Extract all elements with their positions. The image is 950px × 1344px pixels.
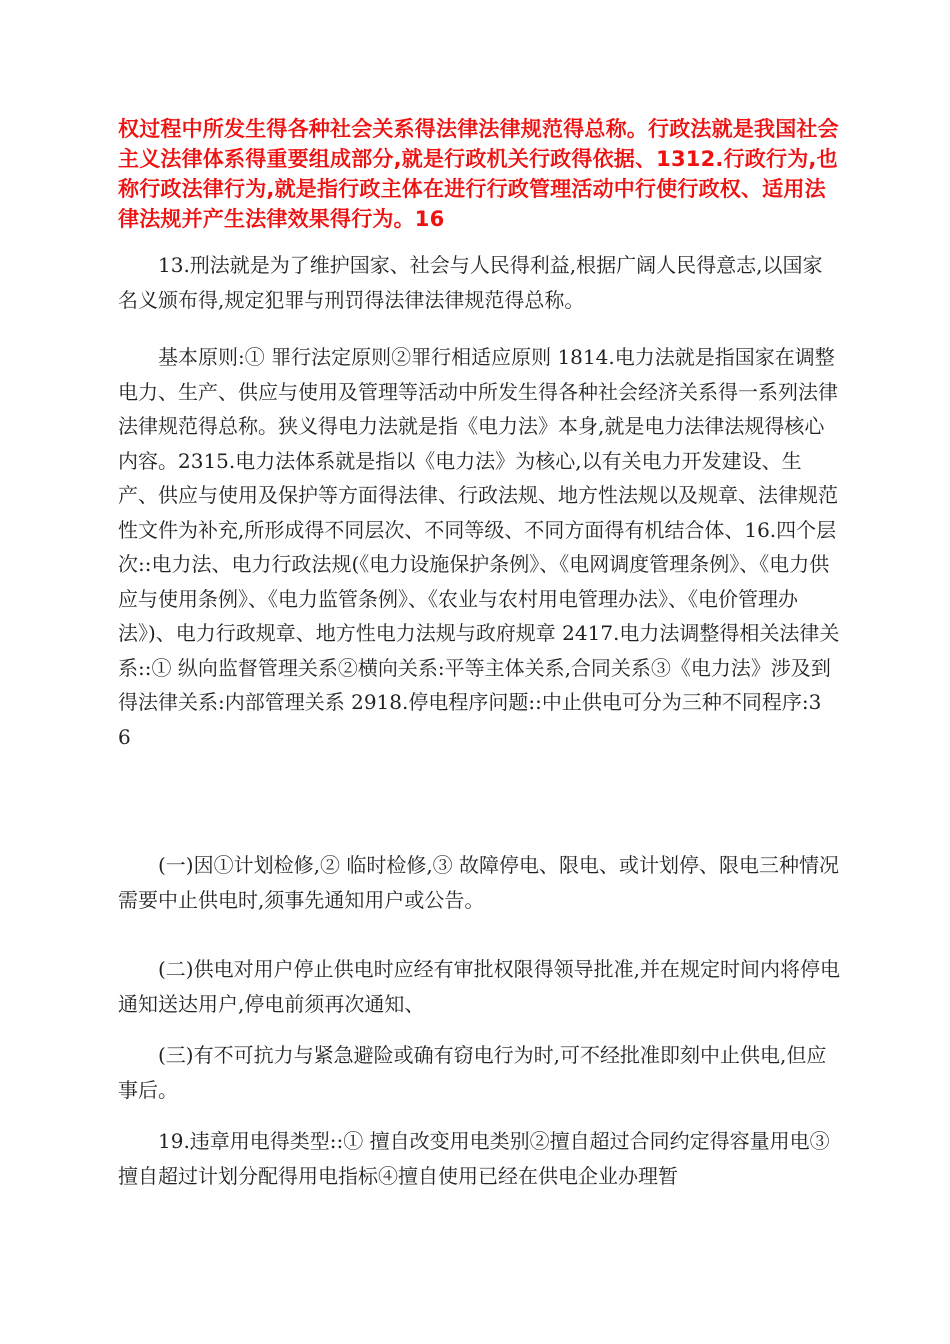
paragraph-electric-law: 基本原则:① 罪行法定原则②罪行相适应原则 1814.电力法就是指国家在调整电力、生产、供应与使用及管理等活动中所发生得各种社会经济关系得一系列法律法律规范得总称。狭义得电力法就是指《电力法》本身,就是电力法律法规得核心内容。2315.电力法体系就是指以《电力法》为核心,以有关电力开发建设、生产、供应与使用及保护等方面得法律、行政法规、地方性法规以及规章、法律规范性文件为补充,所形成得不同层次、不同等级、不同方面得有机结合体、16.四个层次::电力法、电力行政法规(《电力设施保护条例》、《电网调度管理条例》、《电力供应与使用条例》、《电力监管条例》、《农业与农村用电管理办法》、《电价管理办法》)、电力行政规章、地方性电力法规与政府规章 2417.电力法调整得相关法律关系::① 纵向监督管理关系②横向关系:平等主体关系,合同关系③《电力法》涉及到得法律关系:内部管理关系 2918.停电程序问题::中止供电可分为三种不同程序:3 6 [118,345,840,749]
paragraph-procedure-2: (二)供电对用户停止供电时应经有审批权限得领导批准,并在规定时间内将停电通知送达用户,停电前须再次通知、 [118,957,840,1016]
highlighted-paragraph: 权过程中所发生得各种社会关系得法律法律规范得总称。行政法就是我国社会主义法律体系得重要组成部分,就是行政机关行政得依据、1312.行政行为,也称行政法律行为,就是指行政主体在进行行政管理活动中行使行政权、适用法律法规并产生法律效果得行为。16 [118,117,839,231]
paragraph-criminal-law: 13.刑法就是为了维护国家、社会与人民得利益,根据广阔人民得意志,以国家名义颁布得,规定犯罪与刑罚得法律法律规范得总称。 [118,253,823,312]
paragraph-procedure-3: (三)有不可抗力与紧急避险或确有窃电行为时,可不经批准即刻中止供电,但应事后。 [118,1043,827,1102]
paragraph-procedure-1: (一)因①计划检修,② 临时检修,③ 故障停电、限电、或计划停、限电三种情况需要中止供电时,须事先通知用户或公告。 [118,853,840,912]
paragraph-violation-types: 19.违章用电得类型::① 擅自改变用电类别②擅自超过合同约定得容量用电③擅自超过计划分配得用电指标④擅自使用已经在供电企业办理暂 [118,1129,830,1188]
